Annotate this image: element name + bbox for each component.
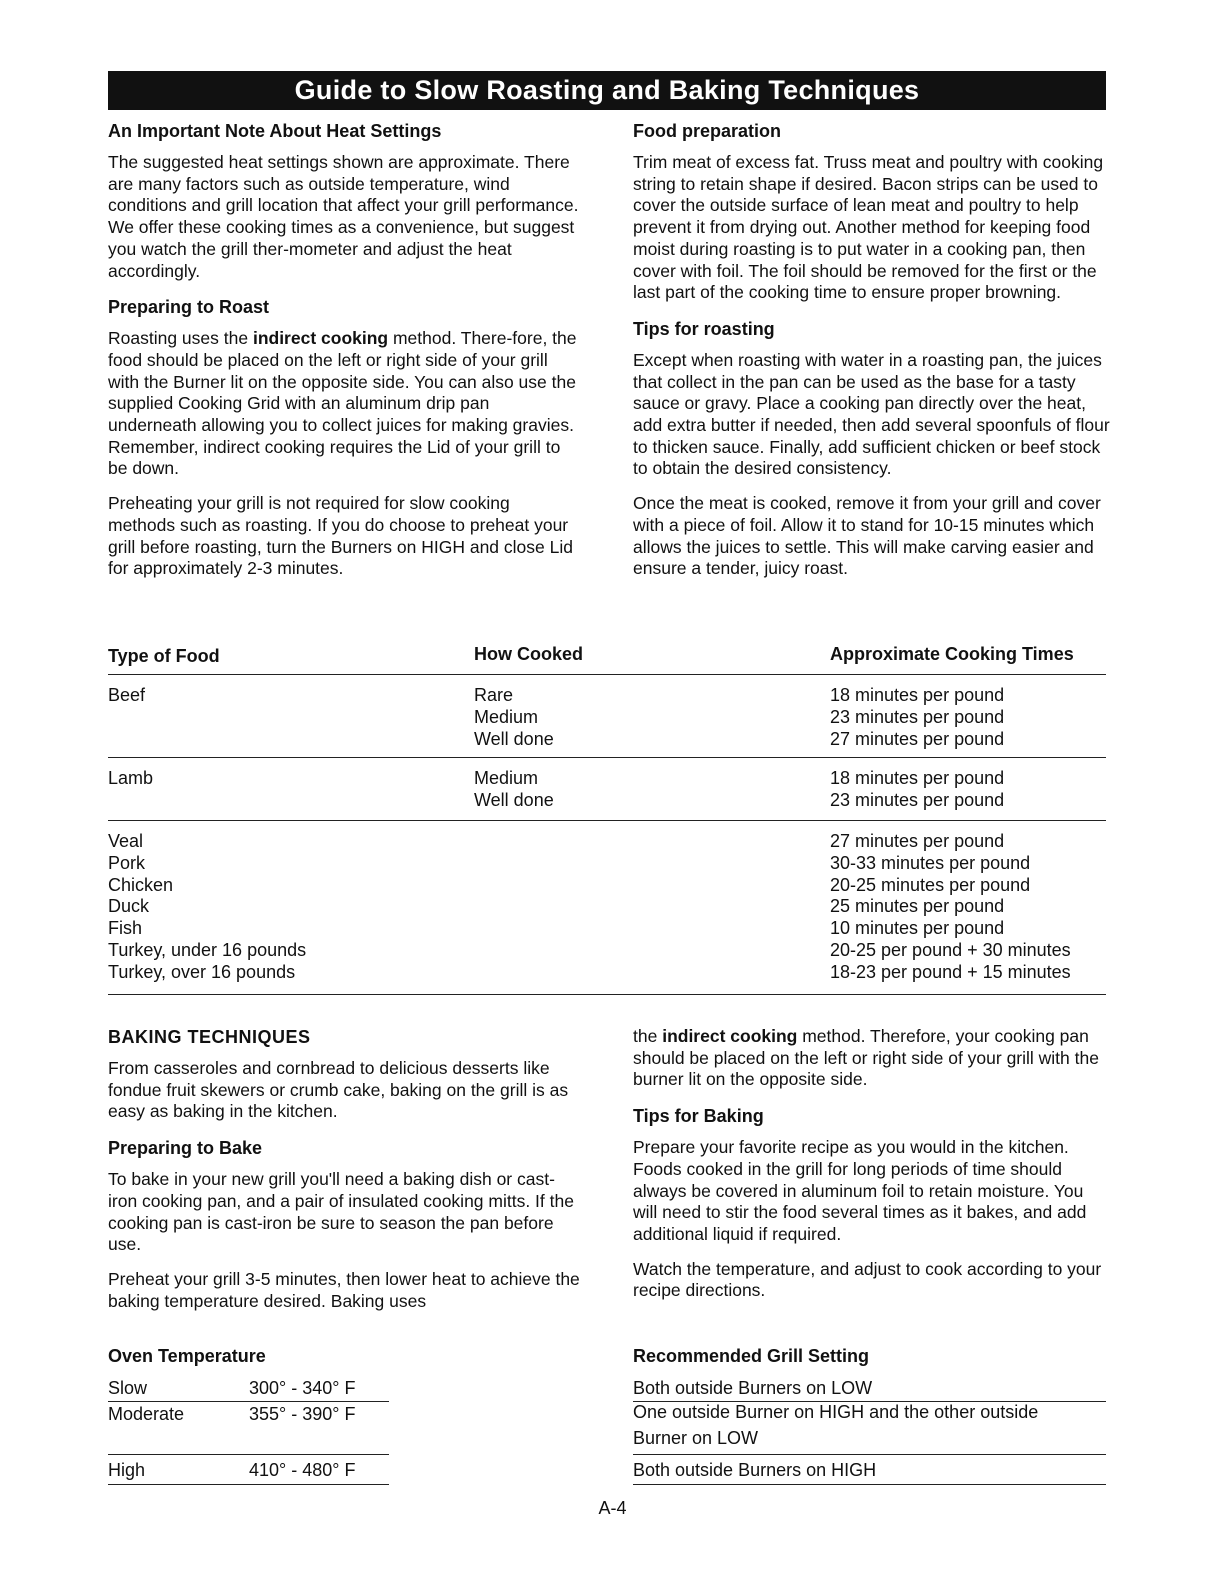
oven-level-cell: Slow: [108, 1378, 148, 1398]
grill-setting-cell: Burner on LOW: [633, 1428, 759, 1448]
baking-right-column: [633, 1026, 1111, 1315]
baking-continued-text: the indirect cooking method. Therefore, your cooking pan should be placed on the left or right side of your grill with the burner lit on the opposite side.: [633, 1026, 1099, 1090]
food-cell: Duck: [108, 896, 150, 917]
grill-setting-cell: Both outside Burners on LOW: [633, 1378, 873, 1398]
tips-roasting-p1: Except when roasting with water in a roasting pan, the juices that collect in the pan can be used as the base for a tasty sauce or gravy. Place a cooking pan directly over the heat, add extra butter if needed, then add several spoonfuls of flour to thicken sauce. Finally, add sufficient chicken or beef stock to obtain the desired consistency.: [633, 349, 1110, 479]
header-grill-setting: Recommended Grill Setting: [633, 1346, 870, 1366]
food-cell: Beef: [108, 685, 146, 705]
oven-range-cell: 410° - 480° F: [249, 1460, 356, 1480]
table-header: [108, 644, 1106, 675]
time-cell: 18-23 per pound + 15 minutes: [830, 961, 1071, 982]
header-oven-temperature: Oven Temperature: [108, 1346, 266, 1366]
table-row: [108, 821, 1106, 995]
food-cell: Pork: [108, 852, 146, 873]
baking-intro: From casseroles and cornbread to delicious desserts like fondue fruit skewers or crumb cake, baking on the grill is as easy as baking in the kitchen.: [108, 1058, 569, 1122]
oven-level-cell: Moderate: [108, 1404, 185, 1424]
table-row: [108, 675, 1106, 758]
table-row: [108, 1376, 1106, 1402]
header-cooking-times: Approximate Cooking Times: [830, 644, 1074, 664]
tips-baking-p1: Prepare your favorite recipe as you would in the kitchen. Foods cooked in the grill for long periods of time should always be covered in aluminum foil to retain moisture. You will need to stir the food several times as it bakes, and add additional liquid if required.: [633, 1137, 1087, 1244]
grill-setting-cell: One outside Burner on HIGH and the other outside: [633, 1402, 1039, 1422]
method-cell: Rare: [474, 685, 514, 705]
grill-setting-cell: Both outside Burners on HIGH: [633, 1460, 877, 1480]
baking-left-column: [108, 1026, 580, 1325]
food-prep-heading: Food preparation: [633, 121, 781, 141]
table-row: [108, 1402, 1106, 1456]
time-cell: 20-25 minutes per pound: [830, 874, 1031, 895]
note-text: The suggested heat settings shown are approximate. There are many factors such as outside temperature, wind conditions and grill location that affect your grill performance. We offer these cooking times as a convenience, but suggest you watch the grill ther-mometer and adjust the heat accordingly.: [108, 152, 579, 281]
method-cell: Medium: [474, 768, 539, 788]
prep-bake-p1: To bake in your new grill you'll need a baking dish or cast-iron cooking pan, and a pair of insulated cooking mitts. If the cooking pan is cast-iron be sure to season the pan before use.: [108, 1169, 574, 1255]
header-how-cooked: How Cooked: [474, 644, 584, 664]
row-divider: [108, 1484, 389, 1485]
oven-range-cell: 300° - 340° F: [249, 1378, 356, 1398]
food-prep-text: Trim meat of excess fat. Truss meat and poultry with cooking string to retain shape if desired. Bacon strips can be used to cover the outside surface of lean meat and poultry to help prevent it from drying out. Another method for keeping food moist during roasting is to put water in a cooking pan, then cover with foil. The foil should be removed for the first or the last part of the cooking time to ensure proper browning.: [633, 152, 1104, 303]
prep-roast-p2: Preheating your grill is not required for slow cooking methods such as roasting. If you do choose to preheat your grill before roasting, turn the Burners on HIGH and close Lid for approximately 2-3 minutes.: [108, 493, 573, 579]
method-cell: Medium: [474, 706, 539, 727]
table-row: [108, 1456, 1106, 1486]
food-cell: Turkey, over 16 pounds: [108, 961, 296, 982]
prep-roast-p1: Roasting uses the indirect cooking method. There-fore, the food should be placed on the left or right side of your grill with the Burner lit on the opposite side. You can also use the supplied Cooking Grid with an aluminum drip pan underneath allowing you to collect juices for making gravies. Remember, indirect cooking requires the Lid of your grill to be down.: [108, 328, 577, 479]
tips-roasting-heading: Tips for roasting: [633, 318, 775, 339]
header-type-of-food: Type of Food: [108, 646, 220, 666]
left-top-column: [108, 120, 580, 593]
oven-level-cell: High: [108, 1460, 146, 1480]
prep-bake-heading: Preparing to Bake: [108, 1138, 263, 1159]
table-row: [108, 758, 1106, 821]
tips-roasting-p2: Once the meat is cooked, remove it from your grill and cover with a piece of foil. Allow it to stand for 10-15 minutes which allows the juices to settle. This will make carving easier and ensure a tender, juicy roast.: [633, 493, 1101, 579]
time-cell: 18 minutes per pound: [830, 768, 1005, 788]
food-cell: Chicken: [108, 874, 174, 895]
table-header: [108, 1346, 1106, 1376]
baking-heading: BAKING TECHNIQUES: [108, 1027, 311, 1047]
row-divider: [633, 1484, 1106, 1485]
cooking-times-table: [108, 644, 1106, 995]
time-cell: 20-25 per pound + 30 minutes: [830, 939, 1071, 960]
method-cell: Well done: [474, 789, 554, 810]
prep-roast-heading: Preparing to Roast: [108, 297, 270, 318]
row-divider: [633, 1454, 1106, 1455]
page-title: Guide to Slow Roasting and Baking Techniques: [108, 71, 1106, 110]
food-cell: Turkey, under 16 pounds: [108, 939, 307, 960]
food-cell: Fish: [108, 918, 143, 939]
note-heading: An Important Note About Heat Settings: [108, 121, 442, 141]
method-cell: Well done: [474, 728, 554, 749]
time-cell: 27 minutes per pound: [830, 728, 1005, 749]
food-cell: Lamb: [108, 768, 154, 788]
tips-baking-heading: Tips for Baking: [633, 1106, 764, 1127]
time-cell: 18 minutes per pound: [830, 685, 1005, 705]
prep-bake-p2: Preheat your grill 3-5 minutes, then lower heat to achieve the baking temperature desired. Baking uses: [108, 1268, 580, 1311]
row-divider: [108, 1454, 389, 1455]
oven-range-cell: 355° - 390° F: [249, 1404, 356, 1424]
food-cell: Veal: [108, 831, 144, 851]
time-cell: 30-33 minutes per pound: [830, 852, 1031, 873]
time-cell: 23 minutes per pound: [830, 706, 1005, 727]
right-top-column: [633, 120, 1111, 593]
time-cell: 23 minutes per pound: [830, 789, 1005, 810]
time-cell: 10 minutes per pound: [830, 918, 1005, 939]
tips-baking-p2: Watch the temperature, and adjust to cook according to your recipe directions.: [633, 1258, 1102, 1301]
time-cell: 25 minutes per pound: [830, 896, 1005, 917]
oven-temperature-table: [108, 1346, 1106, 1486]
page-number: A-4: [598, 1498, 627, 1518]
time-cell: 27 minutes per pound: [830, 831, 1005, 851]
